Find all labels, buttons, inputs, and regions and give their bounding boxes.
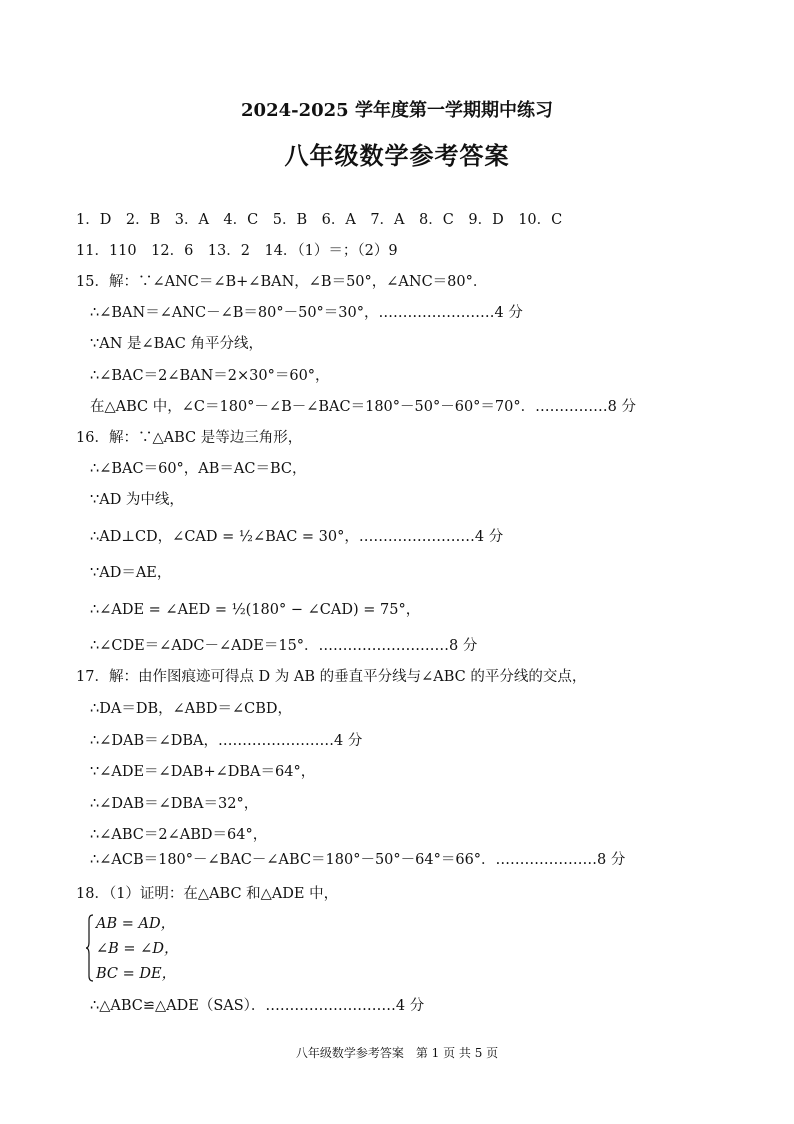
page-footer: 八年级数学参考答案 第 1 页 共 5 页 [295, 1046, 499, 1060]
answer-line: ∴∠DAB＝∠DBA＝32°， [90, 796, 259, 812]
system-line: BC = DE， [96, 966, 177, 982]
brace-icon [86, 914, 94, 982]
answer-line: ∴∠BAN＝∠ANC－∠B＝80°－50°＝30°，……………………4 分 [90, 305, 523, 321]
answer-line: 11．110 12．6 13．2 14．（1）＝；（2）9 [76, 243, 398, 259]
answer-line: ∴DA＝DB，∠ABD＝∠CBD， [90, 701, 293, 717]
system-line: ∠B = ∠D， [96, 941, 179, 957]
answer-line: 在△ABC 中，∠C＝180°－∠B－∠BAC＝180°－50°－60°＝70°．……………8 分 [90, 399, 636, 415]
answer-line: ∴△ABC≌△ADE（SAS）．………………………4 分 [90, 998, 425, 1014]
answer-line: ∴∠ADE = ∠AED = ½(180° − ∠CAD) = 75°， [90, 602, 421, 618]
answer-line: ∴∠CDE＝∠ADC－∠ADE＝15°．………………………8 分 [90, 638, 478, 654]
answer-line: ∴∠BAC＝60°，AB＝AC＝BC， [90, 461, 307, 477]
answer-line: 17．解：由作图痕迹可得点 D 为 AB 的垂直平分线与∠ABC 的平分线的交点， [76, 669, 587, 685]
answer-line: ∵AD＝AE， [90, 565, 172, 581]
answer-line: 18．（1）证明：在△ABC 和△ADE 中， [76, 886, 339, 902]
answer-line: ∵∠ADE＝∠DAB+∠DBA＝64°， [90, 764, 316, 780]
doc-title: 2024-2025 学年度第一学期期中练习 [241, 100, 553, 121]
system-line: AB = AD， [96, 916, 176, 932]
answer-line: 1．D 2．B 3．A 4．C 5．B 6．A 7．A 8．C 9．D 10．C [76, 212, 563, 228]
answer-line: ∵AN 是∠BAC 角平分线， [90, 336, 263, 352]
answer-line: ∴∠DAB＝∠DBA，……………………4 分 [90, 733, 363, 749]
answer-line: ∴∠BAC＝2∠BAN＝2×30°＝60°， [90, 368, 330, 384]
answer-line: ∵AD 为中线， [90, 492, 184, 508]
answer-line: 16．解：∵△ABC 是等边三角形， [76, 430, 303, 446]
answer-line: ∴∠ABC＝2∠ABD＝64°， [90, 827, 268, 843]
answer-line: ∴AD⊥CD，∠CAD = ½∠BAC = 30°，……………………4 分 [90, 529, 504, 545]
doc-subtitle: 八年级数学参考答案 [284, 141, 510, 170]
answer-line: 15．解：∵∠ANC＝∠B+∠BAN，∠B＝50°，∠ANC＝80°． [76, 274, 488, 290]
answer-line: ∴∠ACB＝180°－∠BAC－∠ABC＝180°－50°－64°＝66°．…………………8 分 [90, 852, 626, 868]
